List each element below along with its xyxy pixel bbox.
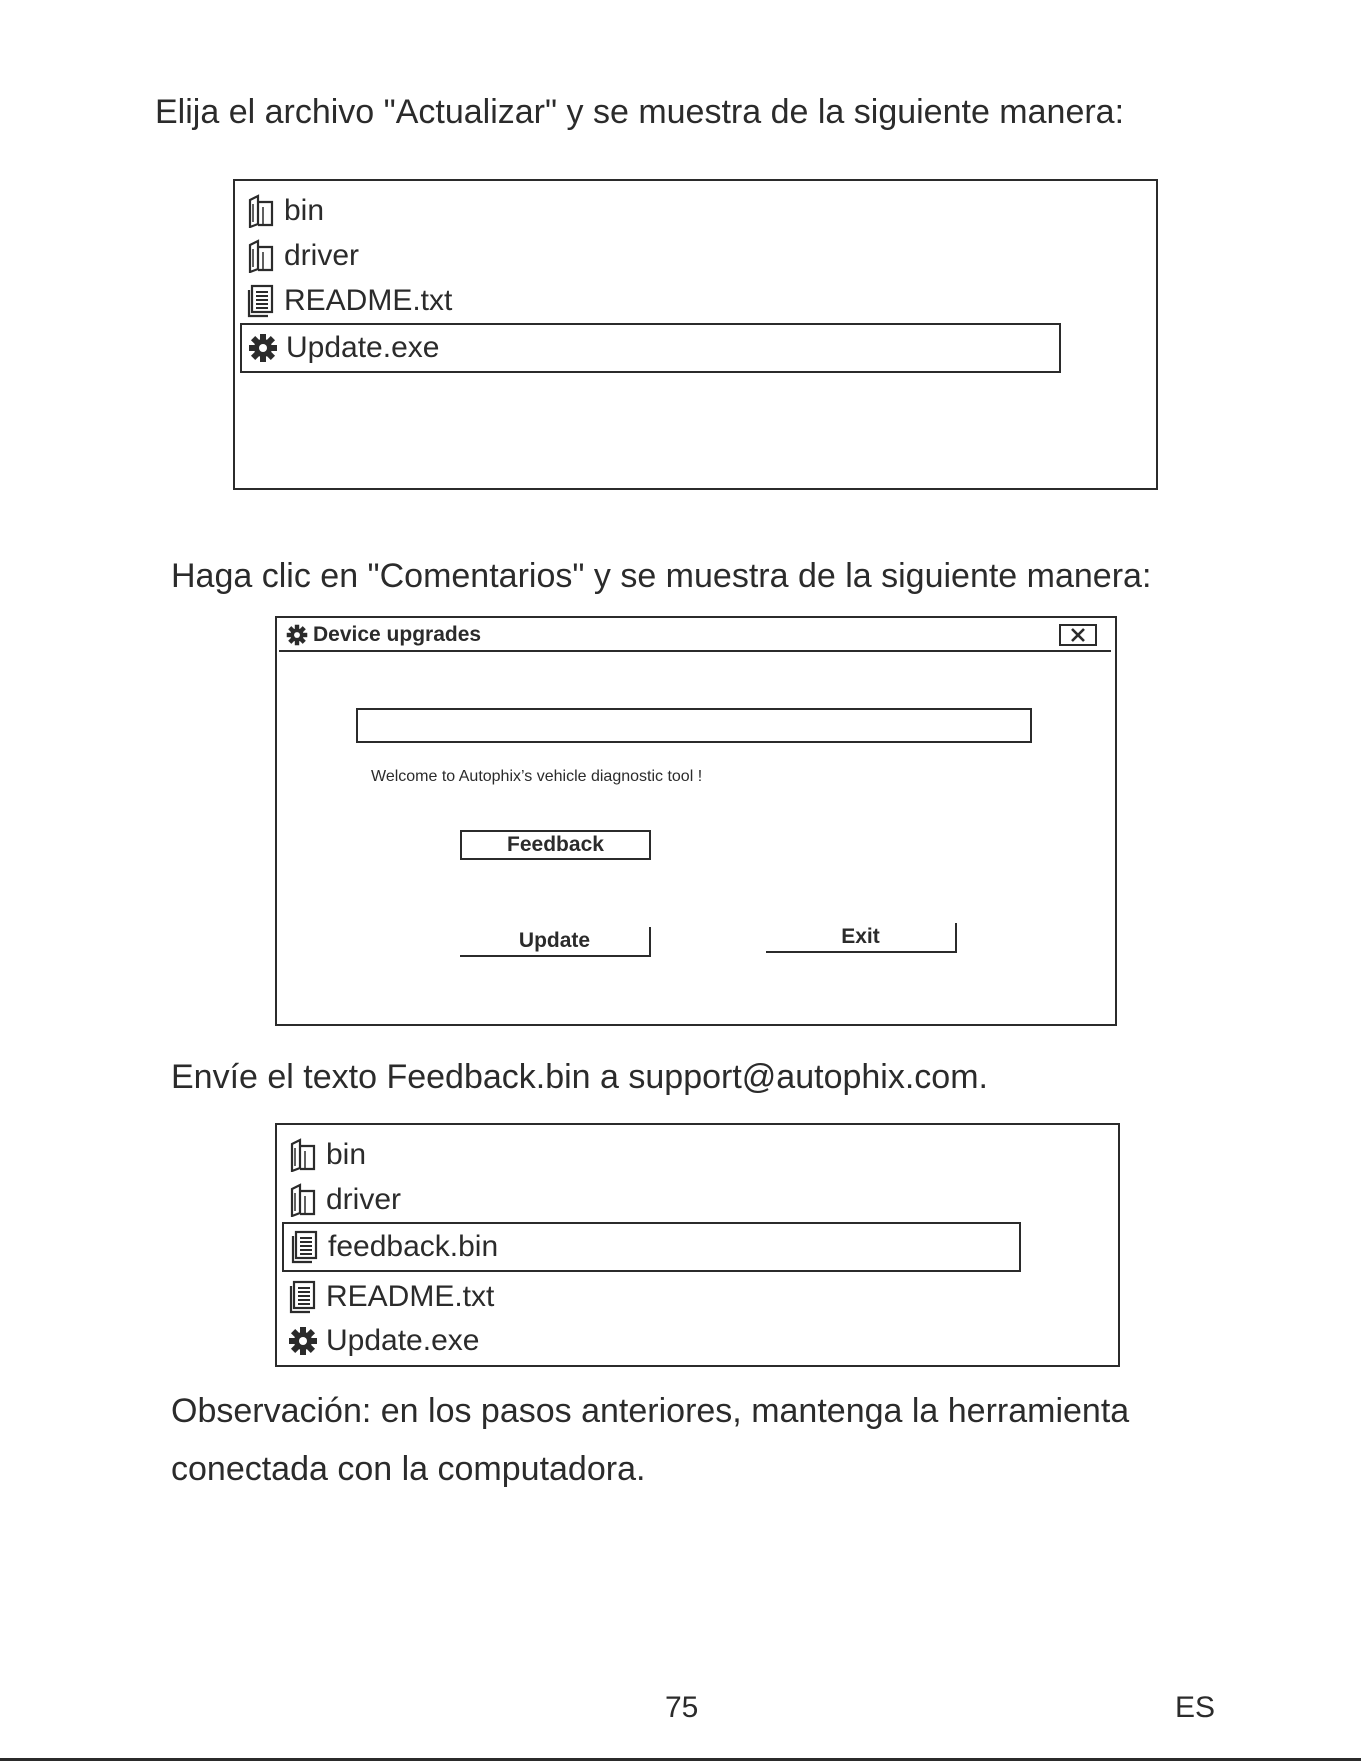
update-button[interactable]: Update — [460, 927, 651, 957]
document-icon — [246, 284, 276, 318]
instruction-step1: Elija el archivo "Actualizar" y se muestra de la siguiente manera: — [155, 93, 1125, 131]
file-item-driver[interactable] — [288, 1178, 1008, 1222]
file-name: Update.exe — [286, 331, 440, 364]
welcome-text: Welcome to Autophix’s vehicle diagnostic tool ! — [371, 768, 703, 785]
folder-icon — [288, 1183, 318, 1217]
file-item-driver[interactable] — [246, 234, 1066, 278]
page-number: 75 — [665, 1691, 699, 1724]
document-icon — [288, 1280, 318, 1314]
gear-icon — [285, 623, 309, 647]
document-icon — [290, 1230, 320, 1264]
file-item-update-exe[interactable] — [240, 323, 1061, 373]
instruction-step3: Envíe el texto Feedback.bin a support@autophix.com. — [171, 1058, 988, 1096]
file-item-feedback-bin[interactable] — [282, 1222, 1021, 1272]
close-button[interactable] — [1059, 624, 1097, 646]
dialog-title: Device upgrades — [313, 623, 482, 646]
file-item-update-exe[interactable] — [288, 1319, 1008, 1363]
file-name: README.txt — [326, 1280, 495, 1313]
file-list-panel-2 — [275, 1123, 1120, 1367]
file-name: Update.exe — [326, 1324, 480, 1357]
note-line-1: Observación: en los pasos anteriores, mantenga la herramienta — [171, 1392, 1130, 1430]
device-upgrades-dialog — [275, 616, 1117, 1026]
dialog-titlebar — [279, 620, 1111, 652]
file-name: driver — [326, 1183, 402, 1216]
file-item-readme[interactable] — [288, 1275, 1008, 1319]
gear-icon — [288, 1324, 318, 1358]
feedback-button[interactable]: Feedback — [460, 830, 651, 860]
file-name: feedback.bin — [328, 1230, 499, 1263]
progress-bar — [356, 708, 1032, 743]
file-name: driver — [284, 239, 360, 272]
note-line-2: conectada con la computadora. — [171, 1450, 646, 1488]
gear-icon — [248, 331, 278, 365]
file-name: bin — [326, 1138, 367, 1171]
file-item-bin[interactable] — [246, 189, 1066, 233]
file-name: README.txt — [284, 284, 453, 317]
folder-icon — [246, 194, 276, 228]
file-item-readme[interactable] — [246, 279, 1066, 323]
file-item-bin[interactable] — [288, 1133, 1008, 1177]
file-list-panel — [233, 179, 1158, 490]
exit-button[interactable]: Exit — [766, 923, 957, 953]
folder-icon — [288, 1138, 318, 1172]
instruction-step2: Haga clic en "Comentarios" y se muestra de la siguiente manera: — [171, 557, 1152, 595]
language-code: ES — [1175, 1691, 1216, 1724]
close-icon — [1069, 628, 1087, 642]
file-name: bin — [284, 194, 325, 227]
folder-icon — [246, 239, 276, 273]
